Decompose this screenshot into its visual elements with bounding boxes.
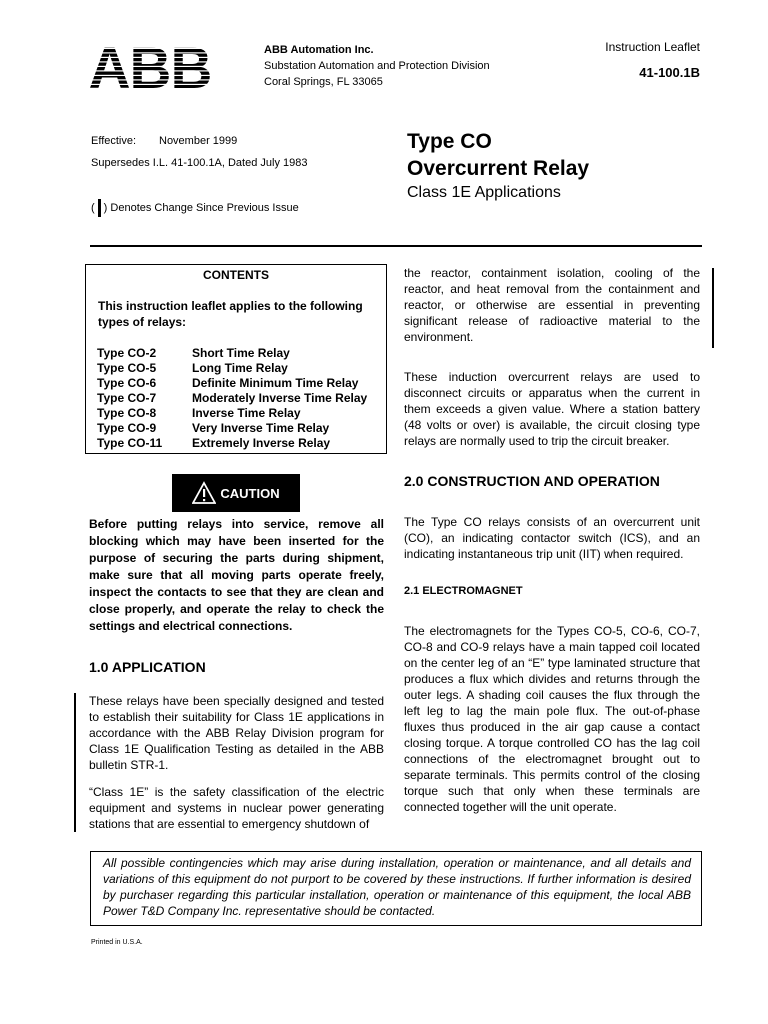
caution-text: Before putting relays into service, remove all blocking which may have been inserted for the purpose of securing the parts during shipment, make sure that all moving parts operate freely, inspect the contacts to see that they are clean and close properly, and operate the relay to check the settings and electrical connections. — [89, 517, 384, 633]
relay-type: Type CO-6 — [97, 376, 157, 390]
relay-type: Type CO-9 — [97, 421, 157, 435]
doc-type: Instruction Leaflet — [605, 40, 700, 54]
relay-type: Type CO-5 — [97, 361, 157, 375]
change-bar — [712, 268, 714, 348]
application-paragraph-2: “Class 1E” is the safety classification of the electric equipment and systems in nuclear power generating stations that are essential to emergency shutdown of — [89, 785, 384, 831]
doc-subtitle: Class 1E Applications — [407, 184, 561, 201]
contents-intro: This instruction leaflet applies to the following types of relays: — [98, 299, 363, 329]
relay-types-table — [97, 346, 367, 451]
doc-title — [407, 128, 589, 182]
doc-number: 41-100.1B — [639, 65, 700, 80]
effective-label: Effective: — [91, 135, 137, 147]
doc-title-line1: Type CO — [407, 130, 492, 153]
relay-type: Type CO-7 — [97, 391, 157, 405]
contents-box — [85, 264, 387, 454]
abb-logo — [90, 40, 210, 92]
construction-paragraph: The Type CO relays consists of an overcurrent unit (CO), an indicating contactor switch (ICS), and an indicating instantaneous trip unit (IIT) when required. — [404, 515, 700, 561]
relay-desc: Extremely Inverse Relay — [192, 436, 331, 450]
section-heading-application: 1.0 APPLICATION — [89, 659, 206, 675]
relay-row — [97, 436, 367, 451]
relay-desc: Short Time Relay — [192, 346, 290, 360]
section-heading-construction: 2.0 CONSTRUCTION AND OPERATION — [404, 473, 660, 489]
relay-desc: Very Inverse Time Relay — [192, 421, 330, 435]
doc-title-line2: Overcurrent Relay — [407, 157, 590, 180]
relay-row — [97, 391, 367, 406]
printed-in: Printed in U.S.A. — [91, 939, 143, 946]
application-paragraph-3: the reactor, containment isolation, cooling of the reactor, and heat removal from the containment and reactor, or otherwise are essential in preventing significant release of radioactive material to the environment. — [404, 266, 700, 344]
warning-icon — [192, 481, 216, 505]
company-address: Coral Springs, FL 33065 — [264, 76, 383, 88]
abb-logo-mark — [90, 40, 210, 92]
caution-badge — [172, 474, 300, 512]
change-bar — [74, 693, 76, 832]
application-paragraph-4: These induction overcurrent relays are used to disconnect circuits or apparatus when the current in them exceeds a given value. Where a station battery (48 volts or over) is available, the circuit closing type relays are normally used to trip the circuit breaker. — [404, 370, 700, 448]
company-block — [264, 42, 490, 90]
subsection-heading-electromagnet: 2.1 ELECTROMAGNET — [404, 585, 523, 597]
company-division: Substation Automation and Protection Division — [264, 60, 490, 72]
supersedes-line: Supersedes I.L. 41-100.1A, Dated July 1983 — [91, 157, 308, 169]
relay-desc: Inverse Time Relay — [192, 406, 301, 420]
relay-row — [97, 421, 367, 436]
relay-type: Type CO-8 — [97, 406, 157, 420]
relay-row — [97, 376, 367, 391]
change-bar-icon — [98, 199, 101, 217]
relay-row — [97, 361, 367, 376]
company-name: ABB Automation Inc. — [264, 44, 374, 56]
change-legend-open: ( — [91, 202, 95, 214]
change-legend-text: ) Denotes Change Since Previous Issue — [103, 202, 299, 214]
change-legend — [91, 199, 299, 217]
relay-type: Type CO-11 — [97, 436, 163, 450]
relay-desc: Moderately Inverse Time Relay — [192, 391, 368, 405]
leaflet-id — [605, 40, 700, 80]
header-divider — [90, 245, 702, 247]
relay-row — [97, 406, 367, 421]
abb-logo-text: ABB — [90, 40, 210, 92]
relay-desc: Definite Minimum Time Relay — [192, 376, 359, 390]
relay-row — [97, 346, 367, 361]
relay-type: Type CO-2 — [97, 346, 157, 360]
contents-heading: CONTENTS — [203, 268, 269, 282]
caution-label: CAUTION — [220, 485, 280, 501]
effective-line — [91, 135, 237, 147]
application-paragraph-1: These relays have been specially designed and tested to establish their suitability for Class 1E applications in accordance with the ABB Relay Division program for Class 1E Qualification Testing as detailed in the ABB bulletin STR-1. — [89, 694, 384, 772]
disclaimer-box: All possible contingencies which may arise during installation, operation or maintenance, and all details and variations of this equipment do not purport to be covered by these instructions. If further information is desired by purchaser regarding this particular installation, operation or maintenance of this equipment, the local ABB Power T&D Company Inc. representative should be contacted. — [90, 851, 702, 926]
relay-desc: Long Time Relay — [192, 361, 288, 375]
electromagnet-paragraph: The electromagnets for the Types CO-5, CO-6, CO-7, CO-8 and CO-9 relays have a main tapped coil located on the center leg of an “E” type laminated structure that produces a flux which divides and returns through the outer legs. A shading coil causes the flux through the left leg to lag the main pole flux. The out-of-phase fluxes thus produced in the air gap cause a contact closing torque. A torque controlled CO has the lag coil connections of the electromagnet brought out to separate terminals. This permits control of the closing torque such that only when these terminals are connected together will the unit operate. — [404, 624, 700, 814]
effective-date: November 1999 — [159, 135, 238, 147]
